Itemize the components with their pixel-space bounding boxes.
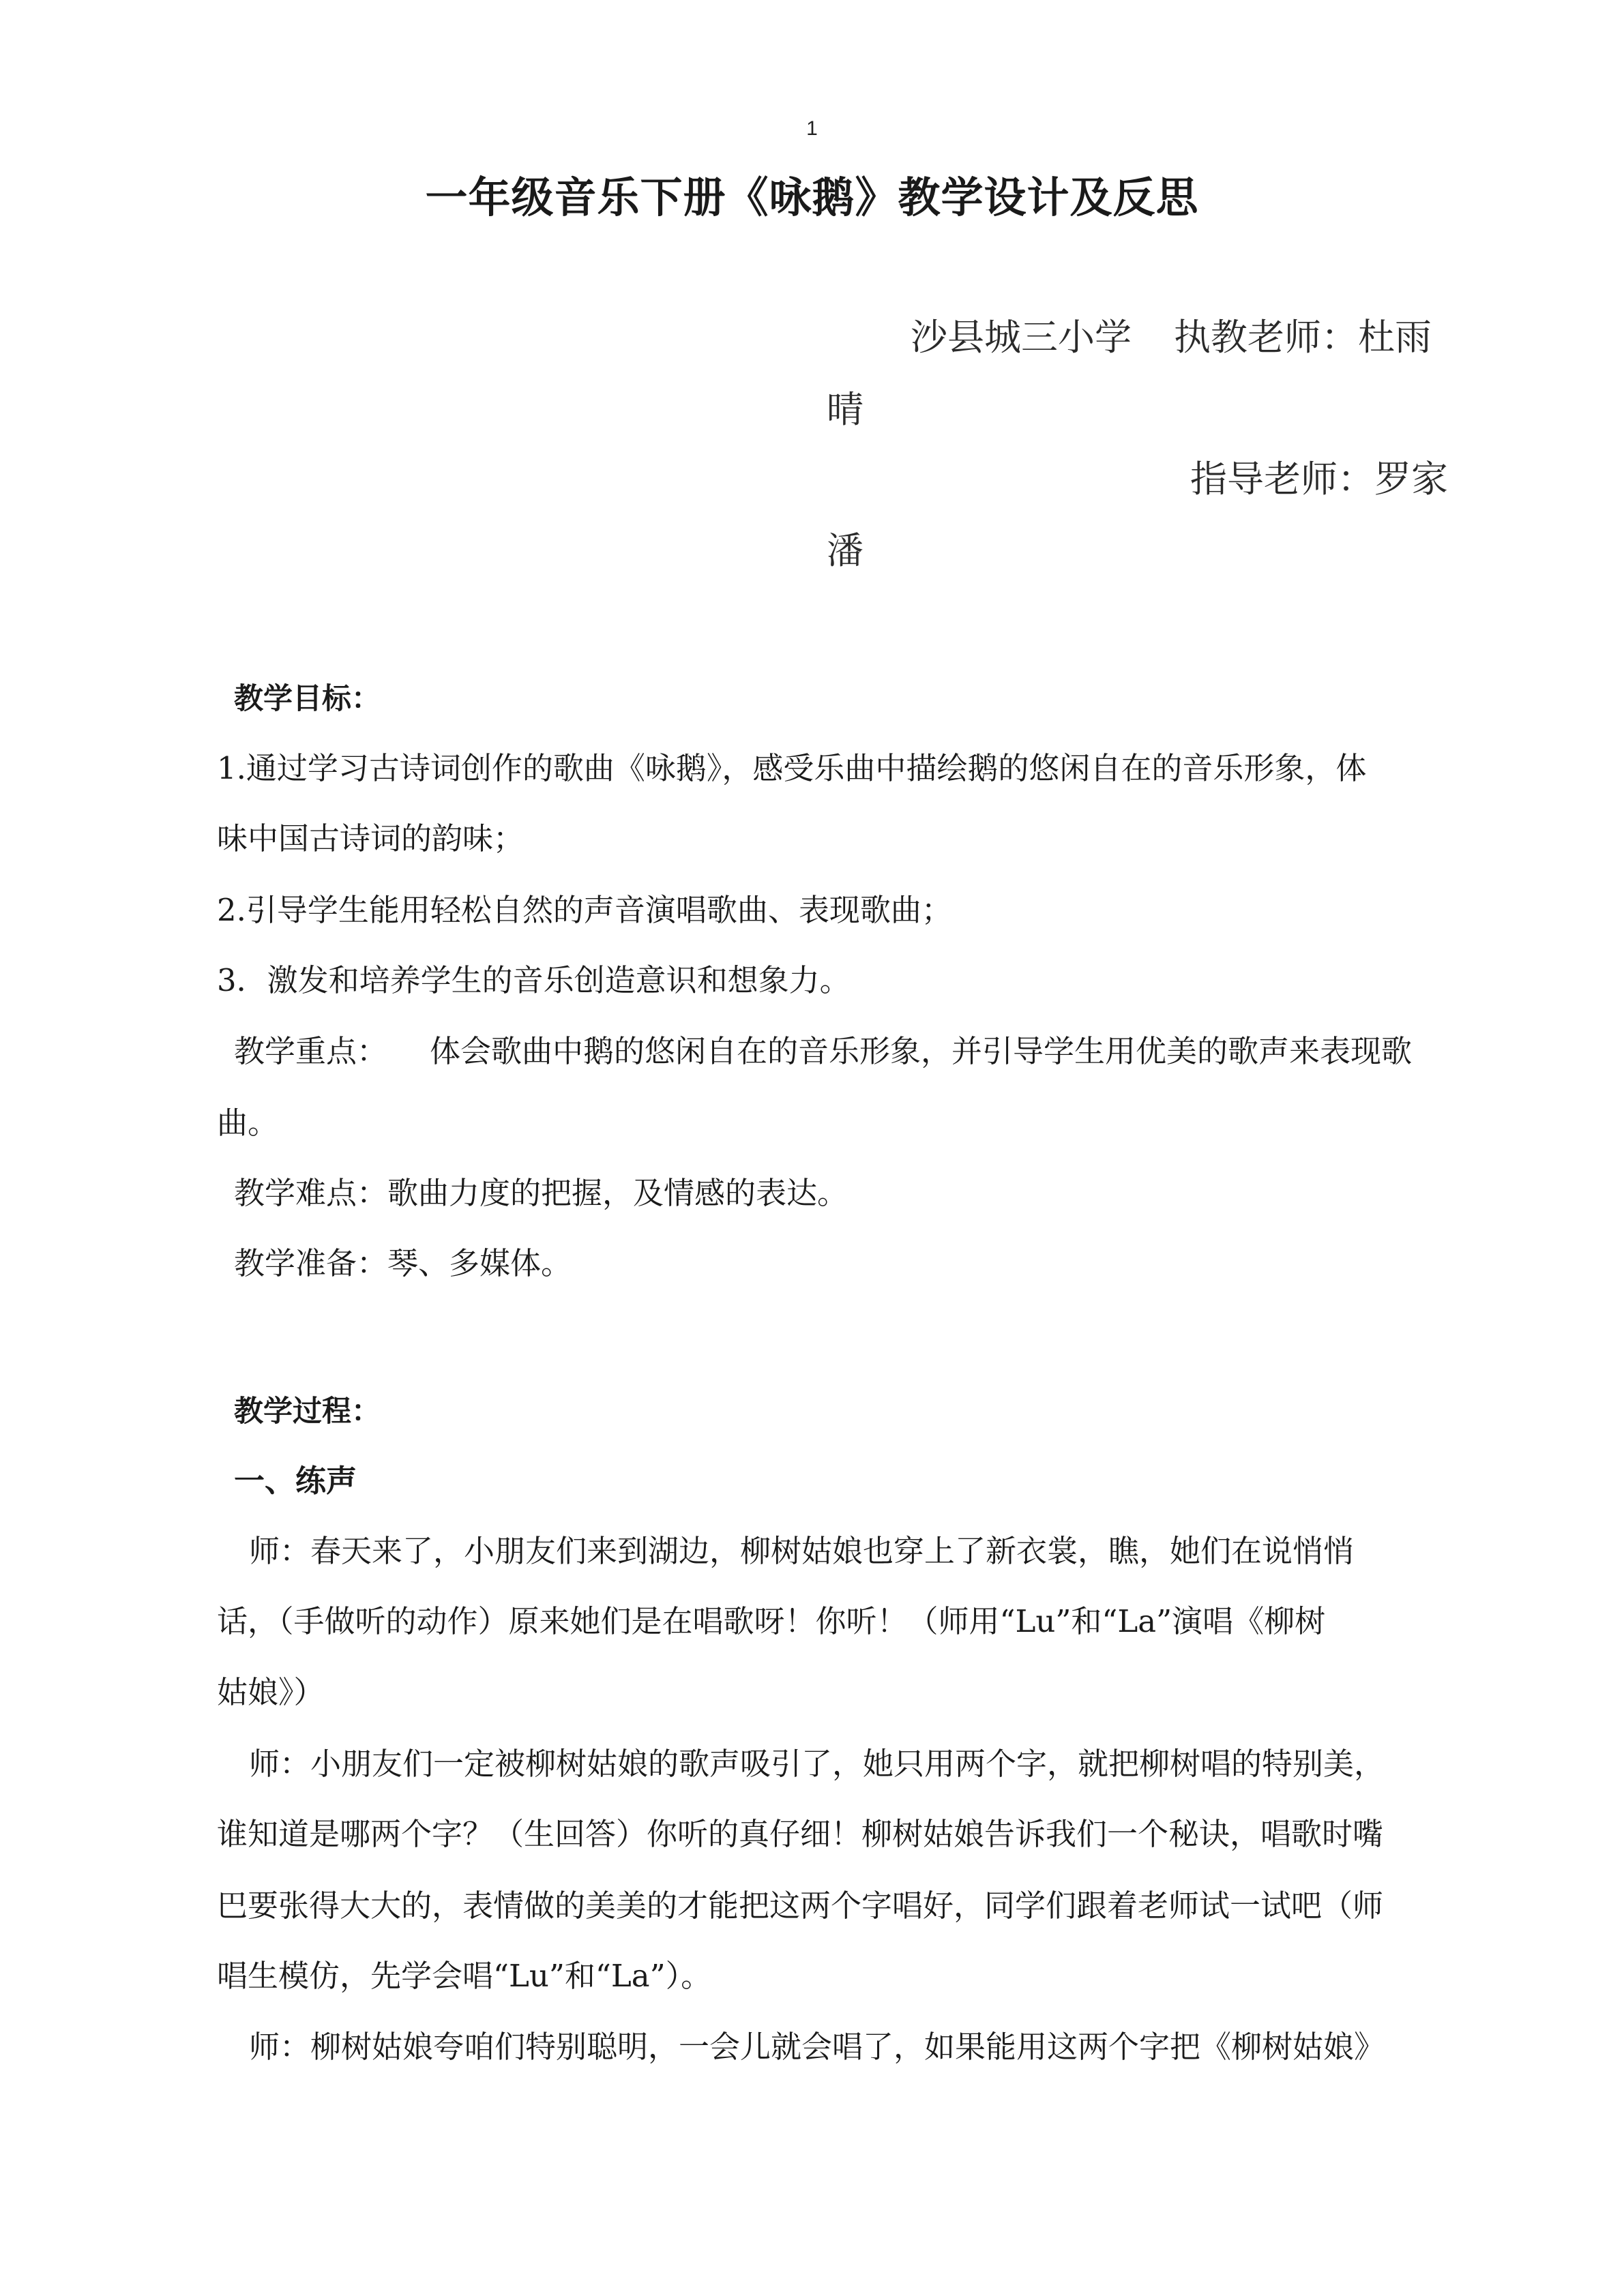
teacher-name: 执教老师：杜雨 (1174, 316, 1432, 359)
para-1-line-2: 话，（手做听的动作）原来她们是在唱歌呀！你听！（师用“Lu”和“La”演唱《柳树 (217, 1603, 1326, 1639)
advisor-name: 指导老师：罗家 (1190, 458, 1448, 501)
para-2-line-1: 师：小朋友们一定被柳树姑娘的歌声吸引了，她只用两个字，就把柳树唱的特别美， (249, 1746, 1385, 1782)
document-title: 一年级音乐下册《咏鹅》教学设计及反思 (425, 173, 1199, 222)
key-point-text: 体会歌曲中鹅的悠闲自在的音乐形象，并引导学生用优美的歌声来表现歌 (430, 1033, 1413, 1069)
objective-3: 3．激发和培养学生的音乐创造意识和想象力。 (217, 962, 851, 998)
objective-2: 2.引导学生能用轻松自然的声音演唱歌曲、表现歌曲； (217, 892, 952, 928)
advisor-name-wrap: 潘 (827, 529, 863, 572)
objective-1-line-1: 1.通过学习古诗词创作的歌曲《咏鹅》，感受乐曲中描绘鹅的悠闲自在的音乐形象，体 (217, 750, 1367, 786)
key-point-label: 教学重点： (234, 1033, 388, 1069)
para-3-line-1: 师：柳树姑娘夸咱们特别聪明，一会儿就会唱了，如果能用这两个字把《柳树姑娘》 (249, 2029, 1385, 2065)
objective-1-line-2: 味中国古诗词的韵味； (217, 820, 525, 856)
author-school-line (911, 315, 1432, 360)
para-2-line-3: 巴要张得大大的，表情做的美美的才能把这两个字唱好，同学们跟着老师试一试吧（师 (217, 1888, 1384, 1924)
page-number: 1 (806, 117, 818, 140)
key-point-line-1 (234, 1031, 1412, 1072)
key-point-line-2: 曲。 (217, 1105, 279, 1141)
para-1-line-1: 师：春天来了，小朋友们来到湖边，柳树姑娘也穿上了新衣裳，瞧，她们在说悄悄 (249, 1533, 1355, 1569)
school-name: 沙县城三小学 (911, 316, 1132, 359)
para-2-line-4: 唱生模仿，先学会唱“Lu”和“La”）。 (217, 1958, 712, 1994)
teacher-name-wrap: 晴 (827, 388, 863, 431)
difficulty-line: 教学难点：歌曲力度的把握，及情感的表达。 (234, 1175, 848, 1211)
para-1-line-3: 姑娘》） (217, 1674, 325, 1710)
section-1-heading: 一、练声 (234, 1463, 357, 1499)
preparation-line: 教学准备：琴、多媒体。 (234, 1245, 572, 1281)
para-2-line-2: 谁知道是哪两个字？（生回答）你听的真仔细！柳树姑娘告诉我们一个秘诀，唱歌时嘴 (217, 1816, 1384, 1852)
process-heading: 教学过程： (234, 1395, 381, 1429)
objectives-heading: 教学目标： (234, 682, 381, 716)
